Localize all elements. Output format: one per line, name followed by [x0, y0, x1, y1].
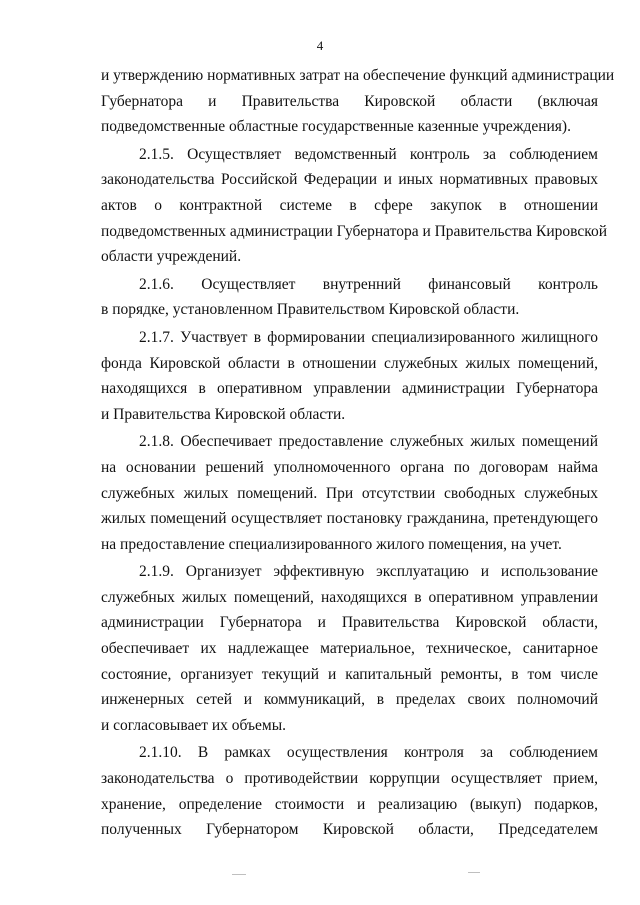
text-line: жилых помещений осуществляет постановку гражданина, претендующего: [101, 510, 598, 528]
text-line: 2.1.6. Осуществляет внутренний финансовый контроль: [139, 275, 598, 293]
scan-artifact: [232, 874, 246, 875]
text-line: служебных жилых помещений. При отсутствии свободных служебных: [101, 484, 598, 502]
paragraph-item-2-1-7: [101, 325, 598, 427]
paragraph-item-2-1-8: [101, 429, 598, 557]
text-line: 2.1.9. Организует эффективную эксплуатацию и использование: [139, 563, 598, 581]
text-line: подведомственные областные государственные казенные учреждения).: [101, 118, 571, 136]
text-line: актов о контрактной системе в сфере закупок в отношении: [101, 196, 598, 214]
text-line: 2.1.10. В рамках осуществления контроля за соблюдением: [139, 744, 598, 762]
paragraph-item-2-1-5: [101, 142, 608, 270]
text-line: на основании решений уполномоченного органа по договорам найма: [101, 458, 598, 476]
text-line: области учреждений.: [101, 248, 242, 266]
text-line: на предоставление специализированного жилого помещения, на учет.: [101, 535, 562, 553]
text-line: 2.1.7. Участвует в формировании специализированного жилищного: [139, 328, 598, 346]
paragraph-item-2-1-9: [101, 559, 598, 738]
text-line: фонда Кировской области в отношении служебных жилых помещений,: [101, 354, 598, 372]
text-line: хранение, определение стоимости и реализацию (выкуп) подарков,: [101, 795, 598, 813]
text-line: и утверждению нормативных затрат на обеспечение функций администрации: [101, 67, 615, 84]
scan-artifact: [468, 872, 480, 873]
text-line: инженерных сетей и коммуникаций, в пределах своих полномочий: [101, 691, 598, 709]
text-line: состояние, организует текущий и капитальный ремонты, в том числе: [101, 665, 598, 683]
document-body: [101, 63, 615, 843]
text-line: и Правительства Кировской области.: [101, 405, 346, 423]
text-line: обеспечивает их надлежащее материальное, техническое, санитарное: [101, 640, 598, 658]
text-line: служебных жилых помещений, находящихся в оперативном управлении: [101, 588, 598, 606]
text-line: находящихся в оперативном управлении администрации Губернатора: [101, 380, 598, 398]
paragraph-item-2-1-6: [101, 272, 598, 323]
text-line: законодательства о противодействии коррупции осуществляет прием,: [101, 770, 598, 788]
text-line: подведомственных администрации Губернатора и Правительства Кировской: [101, 222, 608, 240]
paragraph-intro-continuation: [101, 63, 615, 140]
text-line: законодательства Российской Федерации и иных нормативных правовых: [101, 171, 598, 189]
text-line: в порядке, установленном Правительством Кировской области.: [101, 301, 520, 319]
text-line: администрации Губернатора и Правительства Кировской области,: [101, 614, 598, 632]
text-line: и согласовывает их объемы.: [101, 716, 287, 734]
text-line: 2.1.8. Обеспечивает предоставление служебных жилых помещений: [139, 433, 598, 451]
paragraph-item-2-1-10: [101, 740, 598, 842]
text-line: 2.1.5. Осуществляет ведомственный контроль за соблюдением: [139, 145, 598, 163]
text-line: полученных Губернатором Кировской области, Председателем: [101, 821, 598, 839]
page-number: 4: [316, 38, 324, 53]
text-line: Губернатора и Правительства Кировской области (включая: [101, 92, 598, 110]
